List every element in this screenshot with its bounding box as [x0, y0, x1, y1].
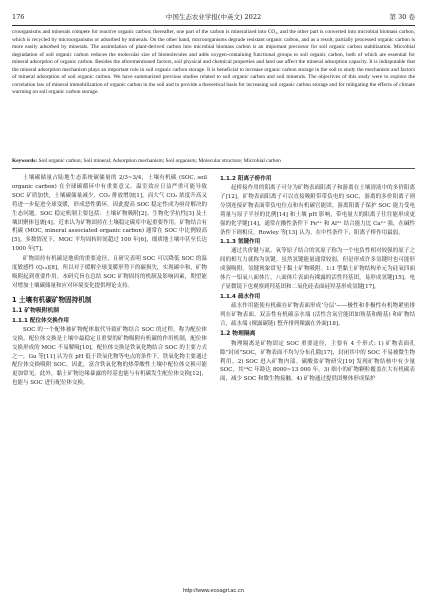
header-rule	[12, 25, 415, 26]
page-header	[12, 10, 415, 24]
subsubsection-heading-1-1-1: 1.1.1 配位体交换作用	[12, 317, 70, 324]
subsubsection-heading-1-1-3: 1.1.3 氢键作用	[220, 239, 261, 246]
section-heading-1: 1 土壤有机碳矿物固持机制	[12, 295, 92, 304]
keywords-label: Keywords:	[12, 158, 38, 164]
english-abstract: croorganisms and minerals compete for reactive organic carbon; thereafter, one part of the carbon is mineralized into CO₂, and the other part is converted into microbial biomass carbon, which is recycled by microorganisms or adsorbed by minerals. On the other hand, microorganisms degrade resistant organic carbon, and as a result, partially processed organic carbon is more easily adsorbed by minerals. The assimilation of plant-derived carbon into microbial biomass carbon is an important precursor for soil organic carbon stabilization. Microbial degradation of soil organic carbon reduces the molecular size of biomolecules and adds oxygen-containing functional groups to soil organic carbon, both of which are essential for mineral adsorption of organic carbon. Besides the aforementioned factors, soil physical and chemical properties and land use affect the mineral adsorption capacity. It is indisputable that the mineral adsorption mechanism plays an important role in soil organic carbon storage. It is beneficial to increase organic carbon storage in the soil to study the mechanism and factors of mineral adsorption of soil organic carbon. We have summarized previous studies related to soil organic carbon and soil minerals. The objectives of this study were to explore the correlation law of mineral immobilization of organic carbon in the soil and to provide a theoretical basis for increasing soil organic carbon storage and for mitigating the effects of climate warming on soil organic carbon storage.	[12, 29, 415, 95]
volume-label: 第 30 卷	[389, 13, 415, 21]
footer-url[interactable]: http://www.ecoagri.ac.cn	[183, 588, 244, 594]
subsubsection-heading-1-1-2: 1.1.2 阳离子桥作用	[220, 176, 272, 182]
physical-isolation-paragraph: 物理隔离是矿物固定 SOC 重要途径，主要有 4 个形式: 1) 矿物表面孔隙”封闭”SOC，矿物表面不均匀分布孔隙[17]，封闭其中的 SOC 不易被微生物利用。2) SOC 进入矿物内部。碳酸盐矿物研究[19] 发现矿物结核中有少量 SOC，其¹⁴C 年龄达 8000~13 000 年。3) 细小的矿物颗粒覆盖在大有机碳表面，减少 SOC 和微生物接触。4) 矿物通过提供团聚体形成保护	[220, 340, 415, 383]
intro-paragraph-2: 矿物固持有机碳是地质的重要途径，且研究表明 SOC 可以降低 SOC 的温度敏感性 (Q₁₀)[8]，所以对于缓解全球变暖形势下的碳损失，实现碳中和，矿物吸附起到重要作用。本研究旨在总结 SOC 矿物固持的机制及影响因素，期望能对增加土壤碳储量和应对环境变化提供理论支持。	[12, 256, 207, 289]
intro-paragraph-1: 土壤碳储量占陆地生态系统碳储量的 2/3~3/4，土壤有机碳 (SOC, soil organic carbon) 在全球碳循环中有重要意义。温室效应日益严重可能导致 SOC 矿质加快，土壤碳储量减少、CO₂ 排放增加[1]，而大气 CO₂ 浓度升高又将进一步促进全球变暖，形成恶性循环。因此提高 SOC 稳定性成为亟待解决的生态问题。SOC 稳定机制主要包括：土壤矿物吸附[2]、生物化学抗性[3] 及土壤团聚体包裹[4]。近来认为矿物固持在土壤稳定碳库中起重要作用。矿物结合有机碳 (MOC, mineral associated organic carbon) 通常在 SOC 中比例较高[5]。多数情况下，MOC 平均周转时间超过 100 年[6]，细质地土壤中甚至长达 1000 年[7]。	[12, 175, 207, 253]
subsection-heading-1-1: 1.1 矿物吸附机制	[12, 307, 60, 314]
hydrogen-bond-paragraph: 通过共价键与氮、氧等原子结合的氢原子称为一个电负性相对较强的原子之间的相互力就称为氢键。虽然氢键能量通常较弱，但是形成许多氢键时也可能形成强吸附。氢键现象常见于黏土矿物吸附。1:1 型黏土矿物结构单元为硅氧四面体片一铝氧八面体片，八面体片表面有裸露的活性羟基团，易形成氢键[15]。电子显微镜下也观察到羟基团和二氧化硅表面硅羟基形成氢键[17]。	[220, 248, 415, 291]
right-column	[220, 174, 415, 385]
section-rule	[12, 168, 415, 169]
ligand-exchange-paragraph: SOC 的一个配体被矿物配体取代导致矿物结合 SOC 的过程，称为配位体交换。配位体交换是土壤中最稳定且重要的矿物吸附有机碳的作用机制，配位体交换形成的 MOC 不易解吸[10]。配位体交换是铁氧化物结合 SOC 的主要方式之一，Gu 等[11] 认为在 pH 低于铁氧化物等电点的条件下，铁氧化物主要通过配位体交换吸附 SOC。因此，富含铁氧化物的热带酸性土壤中配位体交换可能更加常见。此外，黏土矿物边缘暴露的羟基也能与有机碳发生配位体交换[12]，也能与 SOC 进行配位体交换。	[12, 326, 207, 387]
journal-title: 中国生态农业学报(中英文) 2022	[165, 13, 262, 21]
keywords-text: Soil organic carbon; Soil mineral; Adsorption mechanism; Soil organism; Molecular structure; Microbial carbon	[38, 158, 281, 164]
keywords-line	[12, 158, 415, 166]
cation-bridge-paragraph: 起桥接作用的阳离子可分为矿物表面阳离子和游离在土壤溶液中的多价阳离子[12]。矿物表面阳离子可以直接吸附带带负电的 SOC，游离的多价阳离子则分别连接矿物表面带负电位点和有机碳官能团。游离阳离子保护 SOC 能力受电荷量与原子半径的比例[14] 和土壤 pH 影响，带电量大的阳离子往往能形成更强的化学键[14]，通常在酸性条件下 Fe³⁺ 和 Al³⁺ 结合能力比 Ca²⁺ 强，在碱性条件下则相反。Rowley 等[13] 认为，在中性条件下，阳离子桥作用最弱。	[220, 185, 415, 236]
subsubsection-heading-1-1-4: 1.1.4 疏水作用	[220, 293, 261, 300]
left-column	[12, 174, 207, 389]
subsection-heading-1-2: 1.2 物理隔离	[220, 330, 256, 337]
page-number: 176	[12, 13, 25, 21]
hydrophobic-paragraph: 疏水作用能使有机碳在矿物表面形成‘分层’——极性和非极性有机物紧密排列在矿物表面。双亲性有机碳亲水端 (活性含氧官能团如羧基和酚基) 和矿物结合，疏水端 (裸露碳链) 整齐排列裸露在外面[18]。	[220, 302, 415, 327]
